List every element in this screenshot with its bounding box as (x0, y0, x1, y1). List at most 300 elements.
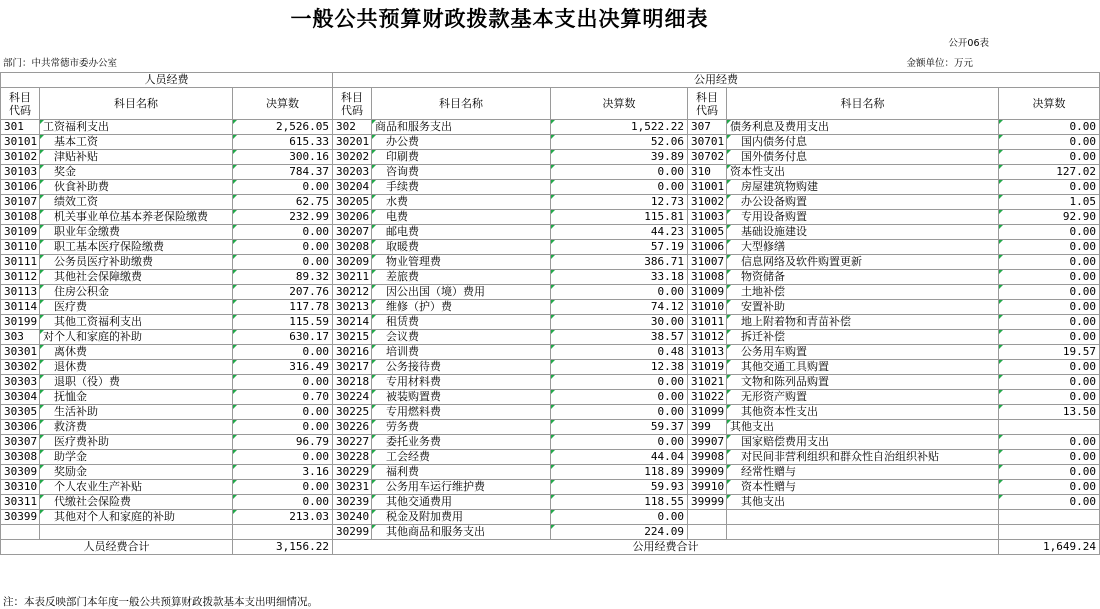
amount-value: 784.37 (233, 165, 333, 180)
amount-value: 0.00 (233, 180, 333, 195)
amount-value: 0.48 (551, 345, 688, 360)
account-code: 30309 (1, 465, 40, 480)
account-code: 30203 (333, 165, 372, 180)
amount-value: 0.00 (233, 255, 333, 270)
account-code: 30106 (1, 180, 40, 195)
account-name (40, 525, 233, 540)
account-code: 30102 (1, 150, 40, 165)
account-name: 其他支出 (727, 495, 999, 510)
account-code: 30204 (333, 180, 372, 195)
amount-value: 0.00 (233, 495, 333, 510)
account-name: 办公费 (372, 135, 551, 150)
account-name: 其他社会保障缴费 (40, 270, 233, 285)
account-name: 其他交通费用 (372, 495, 551, 510)
account-code: 30109 (1, 225, 40, 240)
account-name: 助学金 (40, 450, 233, 465)
account-code: 30216 (333, 345, 372, 360)
account-name: 拆迁补偿 (727, 330, 999, 345)
amount-value: 0.00 (233, 240, 333, 255)
account-name: 公务用车购置 (727, 345, 999, 360)
table-row (1, 465, 1100, 480)
account-name: 生活补助 (40, 405, 233, 420)
amount-value: 0.00 (999, 480, 1100, 495)
account-code: 30240 (333, 510, 372, 525)
account-name: 其他交通工具购置 (727, 360, 999, 375)
amount-value: 115.81 (551, 210, 688, 225)
amount-value: 1.05 (999, 195, 1100, 210)
name-header: 科目名称 (372, 88, 551, 120)
amount-value: 0.00 (999, 150, 1100, 165)
amount-value: 0.00 (999, 300, 1100, 315)
table-row (1, 360, 1100, 375)
account-name: 委托业务费 (372, 435, 551, 450)
amount-value: 44.04 (551, 450, 688, 465)
account-name: 工资福利支出 (40, 120, 233, 135)
amount-value: 0.00 (999, 120, 1100, 135)
account-code: 39910 (688, 480, 727, 495)
code-header: 科目代码 (688, 88, 727, 120)
account-name: 退职（役）费 (40, 375, 233, 390)
account-name: 基础设施建设 (727, 225, 999, 240)
name-header: 科目名称 (727, 88, 999, 120)
account-code: 30111 (1, 255, 40, 270)
account-code: 30229 (333, 465, 372, 480)
account-code: 31001 (688, 180, 727, 195)
account-code: 39908 (688, 450, 727, 465)
table-row (1, 405, 1100, 420)
table-row (1, 285, 1100, 300)
account-code: 303 (1, 330, 40, 345)
account-name: 办公设备购置 (727, 195, 999, 210)
account-name: 被装购置费 (372, 390, 551, 405)
amount-value: 0.00 (233, 420, 333, 435)
account-code: 30299 (333, 525, 372, 540)
table-row (1, 195, 1100, 210)
account-name: 专用材料费 (372, 375, 551, 390)
amount-value: 57.19 (551, 240, 688, 255)
table-row (1, 180, 1100, 195)
amount-value: 62.75 (233, 195, 333, 210)
account-code: 31012 (688, 330, 727, 345)
account-name: 专用燃料费 (372, 405, 551, 420)
amount-value: 92.90 (999, 210, 1100, 225)
account-code: 30212 (333, 285, 372, 300)
account-name: 信息网络及软件购置更新 (727, 255, 999, 270)
account-name: 公务员医疗补助缴费 (40, 255, 233, 270)
amount-value: 0.00 (999, 450, 1100, 465)
account-name: 基本工资 (40, 135, 233, 150)
amount-value: 0.00 (999, 435, 1100, 450)
amount-value: 386.71 (551, 255, 688, 270)
account-name: 取暖费 (372, 240, 551, 255)
account-code: 31005 (688, 225, 727, 240)
account-name: 大型修缮 (727, 240, 999, 255)
amount-value: 0.00 (999, 135, 1100, 150)
account-code: 31009 (688, 285, 727, 300)
account-name: 职工基本医疗保险缴费 (40, 240, 233, 255)
amount-unit-label: 金额单位：万元 (906, 58, 973, 69)
account-code: 30303 (1, 375, 40, 390)
amount-value: 74.12 (551, 300, 688, 315)
account-name: 公务用车运行维护费 (372, 480, 551, 495)
amount-value: 0.00 (551, 375, 688, 390)
account-code: 30112 (1, 270, 40, 285)
account-code: 30113 (1, 285, 40, 300)
account-code: 30218 (333, 375, 372, 390)
account-code: 31003 (688, 210, 727, 225)
amount-value: 0.00 (999, 255, 1100, 270)
account-code: 30206 (333, 210, 372, 225)
account-name (727, 510, 999, 525)
table-row (1, 525, 1100, 540)
amount-value (999, 510, 1100, 525)
account-code: 30702 (688, 150, 727, 165)
table-row (1, 135, 1100, 150)
account-code: 30101 (1, 135, 40, 150)
account-name: 租赁费 (372, 315, 551, 330)
account-code (688, 510, 727, 525)
account-name: 会议费 (372, 330, 551, 345)
account-code: 30199 (1, 315, 40, 330)
account-name: 离休费 (40, 345, 233, 360)
account-name: 因公出国（境）费用 (372, 285, 551, 300)
amount-value: 89.32 (233, 270, 333, 285)
amount-value: 44.23 (551, 225, 688, 240)
account-code: 39909 (688, 465, 727, 480)
amount-value (999, 525, 1100, 540)
amount-value: 0.00 (999, 390, 1100, 405)
account-name: 手续费 (372, 180, 551, 195)
form-number: 公开06表 (948, 38, 989, 49)
amount-value: 0.00 (999, 465, 1100, 480)
account-name: 经常性赠与 (727, 465, 999, 480)
table-row (1, 150, 1100, 165)
amount-value: 232.99 (233, 210, 333, 225)
public-expense-header: 公用经费 (333, 73, 1100, 88)
account-name: 代缴社会保险费 (40, 495, 233, 510)
account-code: 30227 (333, 435, 372, 450)
account-code: 31010 (688, 300, 727, 315)
account-name: 房屋建筑物购建 (727, 180, 999, 195)
account-name: 邮电费 (372, 225, 551, 240)
account-name: 对个人和家庭的补助 (40, 330, 233, 345)
account-name: 对民间非营利组织和群众性自治组织补贴 (727, 450, 999, 465)
account-code: 30211 (333, 270, 372, 285)
table-row (1, 420, 1100, 435)
account-code: 30302 (1, 360, 40, 375)
account-name: 福利费 (372, 465, 551, 480)
account-code: 30205 (333, 195, 372, 210)
amount-value: 59.37 (551, 420, 688, 435)
account-name: 个人农业生产补贴 (40, 480, 233, 495)
account-name: 绩效工资 (40, 195, 233, 210)
table-row (1, 225, 1100, 240)
account-code: 30209 (333, 255, 372, 270)
account-name: 商品和服务支出 (372, 120, 551, 135)
amount-value: 300.16 (233, 150, 333, 165)
account-code: 31007 (688, 255, 727, 270)
account-code: 39907 (688, 435, 727, 450)
table-row (1, 495, 1100, 510)
account-name: 医疗费补助 (40, 435, 233, 450)
account-name: 物资储备 (727, 270, 999, 285)
header-row-groups (1, 73, 1100, 88)
table-row (1, 165, 1100, 180)
account-code: 30208 (333, 240, 372, 255)
table-body (1, 120, 1100, 540)
account-code: 31019 (688, 360, 727, 375)
report-title: 一般公共预算财政拨款基本支出决算明细表 (290, 7, 709, 31)
amount-value: 12.38 (551, 360, 688, 375)
amount-value: 0.00 (999, 285, 1100, 300)
amount-value: 213.03 (233, 510, 333, 525)
amount-value: 33.18 (551, 270, 688, 285)
account-code: 30701 (688, 135, 727, 150)
amount-value: 0.00 (999, 330, 1100, 345)
account-name: 医疗费 (40, 300, 233, 315)
amount-value: 0.00 (233, 450, 333, 465)
account-code: 30304 (1, 390, 40, 405)
name-header: 科目名称 (40, 88, 233, 120)
table-row (1, 435, 1100, 450)
amount-value: 30.00 (551, 315, 688, 330)
account-name: 住房公积金 (40, 285, 233, 300)
account-code: 30231 (333, 480, 372, 495)
amount-value: 316.49 (233, 360, 333, 375)
account-name: 其他资本性支出 (727, 405, 999, 420)
account-name: 机关事业单位基本养老保险缴费 (40, 210, 233, 225)
amount-value: 0.00 (233, 405, 333, 420)
amount-value: 0.00 (551, 405, 688, 420)
account-name: 税金及附加费用 (372, 510, 551, 525)
totals-row (1, 540, 1100, 555)
amount-value: 0.00 (551, 285, 688, 300)
account-name: 退休费 (40, 360, 233, 375)
account-name: 其他支出 (727, 420, 999, 435)
account-name: 安置补助 (727, 300, 999, 315)
account-code: 30306 (1, 420, 40, 435)
account-code: 31022 (688, 390, 727, 405)
account-name (727, 525, 999, 540)
personnel-total-value: 3,156.22 (233, 540, 333, 555)
amount-value: 2,526.05 (233, 120, 333, 135)
amount-value: 0.00 (233, 225, 333, 240)
account-name: 资本性赠与 (727, 480, 999, 495)
table-row (1, 480, 1100, 495)
amount-value: 96.79 (233, 435, 333, 450)
account-name: 文物和陈列品购置 (727, 375, 999, 390)
amount-value: 19.57 (999, 345, 1100, 360)
account-name: 劳务费 (372, 420, 551, 435)
account-name: 地上附着物和青苗补偿 (727, 315, 999, 330)
account-name: 印刷费 (372, 150, 551, 165)
amount-value: 0.00 (999, 315, 1100, 330)
account-name: 无形资产购置 (727, 390, 999, 405)
footnote: 注：本表反映部门本年度一般公共预算财政拨款基本支出明细情况。 (3, 596, 318, 608)
amount-value: 0.00 (233, 375, 333, 390)
account-code: 30399 (1, 510, 40, 525)
table-row (1, 300, 1100, 315)
amount-value: 0.00 (551, 165, 688, 180)
account-code: 302 (333, 120, 372, 135)
amount-value: 0.00 (551, 510, 688, 525)
table-row (1, 270, 1100, 285)
account-name: 其他对个人和家庭的补助 (40, 510, 233, 525)
account-code: 30307 (1, 435, 40, 450)
account-name: 国外债务付息 (727, 150, 999, 165)
table-row (1, 450, 1100, 465)
amount-value: 115.59 (233, 315, 333, 330)
account-name: 维修（护）费 (372, 300, 551, 315)
amount-value: 0.00 (233, 345, 333, 360)
account-code: 30239 (333, 495, 372, 510)
amount-value: 1,522.22 (551, 120, 688, 135)
account-name: 奖金 (40, 165, 233, 180)
public-total-label: 公用经费合计 (333, 540, 999, 555)
public-total-value: 1,649.24 (999, 540, 1100, 555)
table-row (1, 315, 1100, 330)
table-row (1, 375, 1100, 390)
amount-value: 0.00 (999, 270, 1100, 285)
amount-value: 630.17 (233, 330, 333, 345)
account-name: 差旅费 (372, 270, 551, 285)
account-name: 物业管理费 (372, 255, 551, 270)
amount-value: 0.00 (999, 360, 1100, 375)
account-code: 31099 (688, 405, 727, 420)
account-name: 抚恤金 (40, 390, 233, 405)
table-row (1, 120, 1100, 135)
amount-value: 615.33 (233, 135, 333, 150)
amount-header: 决算数 (999, 88, 1100, 120)
account-name: 国内债务付息 (727, 135, 999, 150)
account-code: 30311 (1, 495, 40, 510)
amount-value: 0.00 (551, 435, 688, 450)
account-code: 30108 (1, 210, 40, 225)
account-code: 31006 (688, 240, 727, 255)
account-code: 301 (1, 120, 40, 135)
account-code: 30224 (333, 390, 372, 405)
account-code: 30310 (1, 480, 40, 495)
account-code: 30217 (333, 360, 372, 375)
code-header: 科目代码 (333, 88, 372, 120)
account-name: 津贴补贴 (40, 150, 233, 165)
account-name: 国家赔偿费用支出 (727, 435, 999, 450)
account-code: 31002 (688, 195, 727, 210)
amount-value: 59.93 (551, 480, 688, 495)
account-code: 30103 (1, 165, 40, 180)
account-code: 30305 (1, 405, 40, 420)
amount-value: 0.00 (999, 225, 1100, 240)
amount-value (233, 525, 333, 540)
account-code: 30202 (333, 150, 372, 165)
amount-value: 0.00 (999, 240, 1100, 255)
account-code: 30214 (333, 315, 372, 330)
amount-value: 207.76 (233, 285, 333, 300)
amount-header: 决算数 (551, 88, 688, 120)
amount-value: 0.00 (233, 480, 333, 495)
account-code (1, 525, 40, 540)
account-code: 399 (688, 420, 727, 435)
amount-value: 0.00 (551, 390, 688, 405)
account-name: 公务接待费 (372, 360, 551, 375)
personnel-total-label: 人员经费合计 (1, 540, 233, 555)
account-code: 30228 (333, 450, 372, 465)
account-code: 31011 (688, 315, 727, 330)
amount-value: 0.00 (999, 180, 1100, 195)
table-row (1, 240, 1100, 255)
amount-value: 52.06 (551, 135, 688, 150)
account-code: 30107 (1, 195, 40, 210)
account-code: 30308 (1, 450, 40, 465)
amount-value: 224.09 (551, 525, 688, 540)
account-code: 30225 (333, 405, 372, 420)
account-name: 土地补偿 (727, 285, 999, 300)
account-code: 30215 (333, 330, 372, 345)
department-label: 部门：中共常德市委办公室 (3, 58, 118, 69)
account-name: 救济费 (40, 420, 233, 435)
header-row-columns (1, 88, 1100, 120)
amount-value: 0.00 (999, 375, 1100, 390)
account-name: 职业年金缴费 (40, 225, 233, 240)
account-code: 307 (688, 120, 727, 135)
account-name: 其他工资福利支出 (40, 315, 233, 330)
amount-value: 0.70 (233, 390, 333, 405)
account-code: 30207 (333, 225, 372, 240)
amount-value (999, 420, 1100, 435)
account-code: 31008 (688, 270, 727, 285)
account-code: 31021 (688, 375, 727, 390)
amount-value: 118.89 (551, 465, 688, 480)
account-name: 伙食补助费 (40, 180, 233, 195)
amount-value: 3.16 (233, 465, 333, 480)
account-code: 30201 (333, 135, 372, 150)
amount-value: 13.50 (999, 405, 1100, 420)
account-name: 咨询费 (372, 165, 551, 180)
amount-value: 117.78 (233, 300, 333, 315)
account-code: 31013 (688, 345, 727, 360)
account-code (688, 525, 727, 540)
expenditure-detail-table (0, 72, 1100, 555)
personnel-expense-header: 人员经费 (1, 73, 333, 88)
account-name: 其他商品和服务支出 (372, 525, 551, 540)
account-code: 39999 (688, 495, 727, 510)
account-name: 债务利息及费用支出 (727, 120, 999, 135)
account-code: 30114 (1, 300, 40, 315)
code-header: 科目代码 (1, 88, 40, 120)
account-code: 30226 (333, 420, 372, 435)
account-name: 水费 (372, 195, 551, 210)
account-name: 电费 (372, 210, 551, 225)
table-row (1, 390, 1100, 405)
account-code: 30301 (1, 345, 40, 360)
amount-value: 38.57 (551, 330, 688, 345)
amount-value: 127.02 (999, 165, 1100, 180)
amount-value: 0.00 (551, 180, 688, 195)
table-row (1, 345, 1100, 360)
account-name: 奖励金 (40, 465, 233, 480)
account-name: 专用设备购置 (727, 210, 999, 225)
account-code: 30213 (333, 300, 372, 315)
amount-header: 决算数 (233, 88, 333, 120)
account-name: 资本性支出 (727, 165, 999, 180)
account-name: 工会经费 (372, 450, 551, 465)
table-row (1, 510, 1100, 525)
table-row (1, 255, 1100, 270)
table-row (1, 210, 1100, 225)
account-code: 30110 (1, 240, 40, 255)
amount-value: 118.55 (551, 495, 688, 510)
amount-value: 39.89 (551, 150, 688, 165)
